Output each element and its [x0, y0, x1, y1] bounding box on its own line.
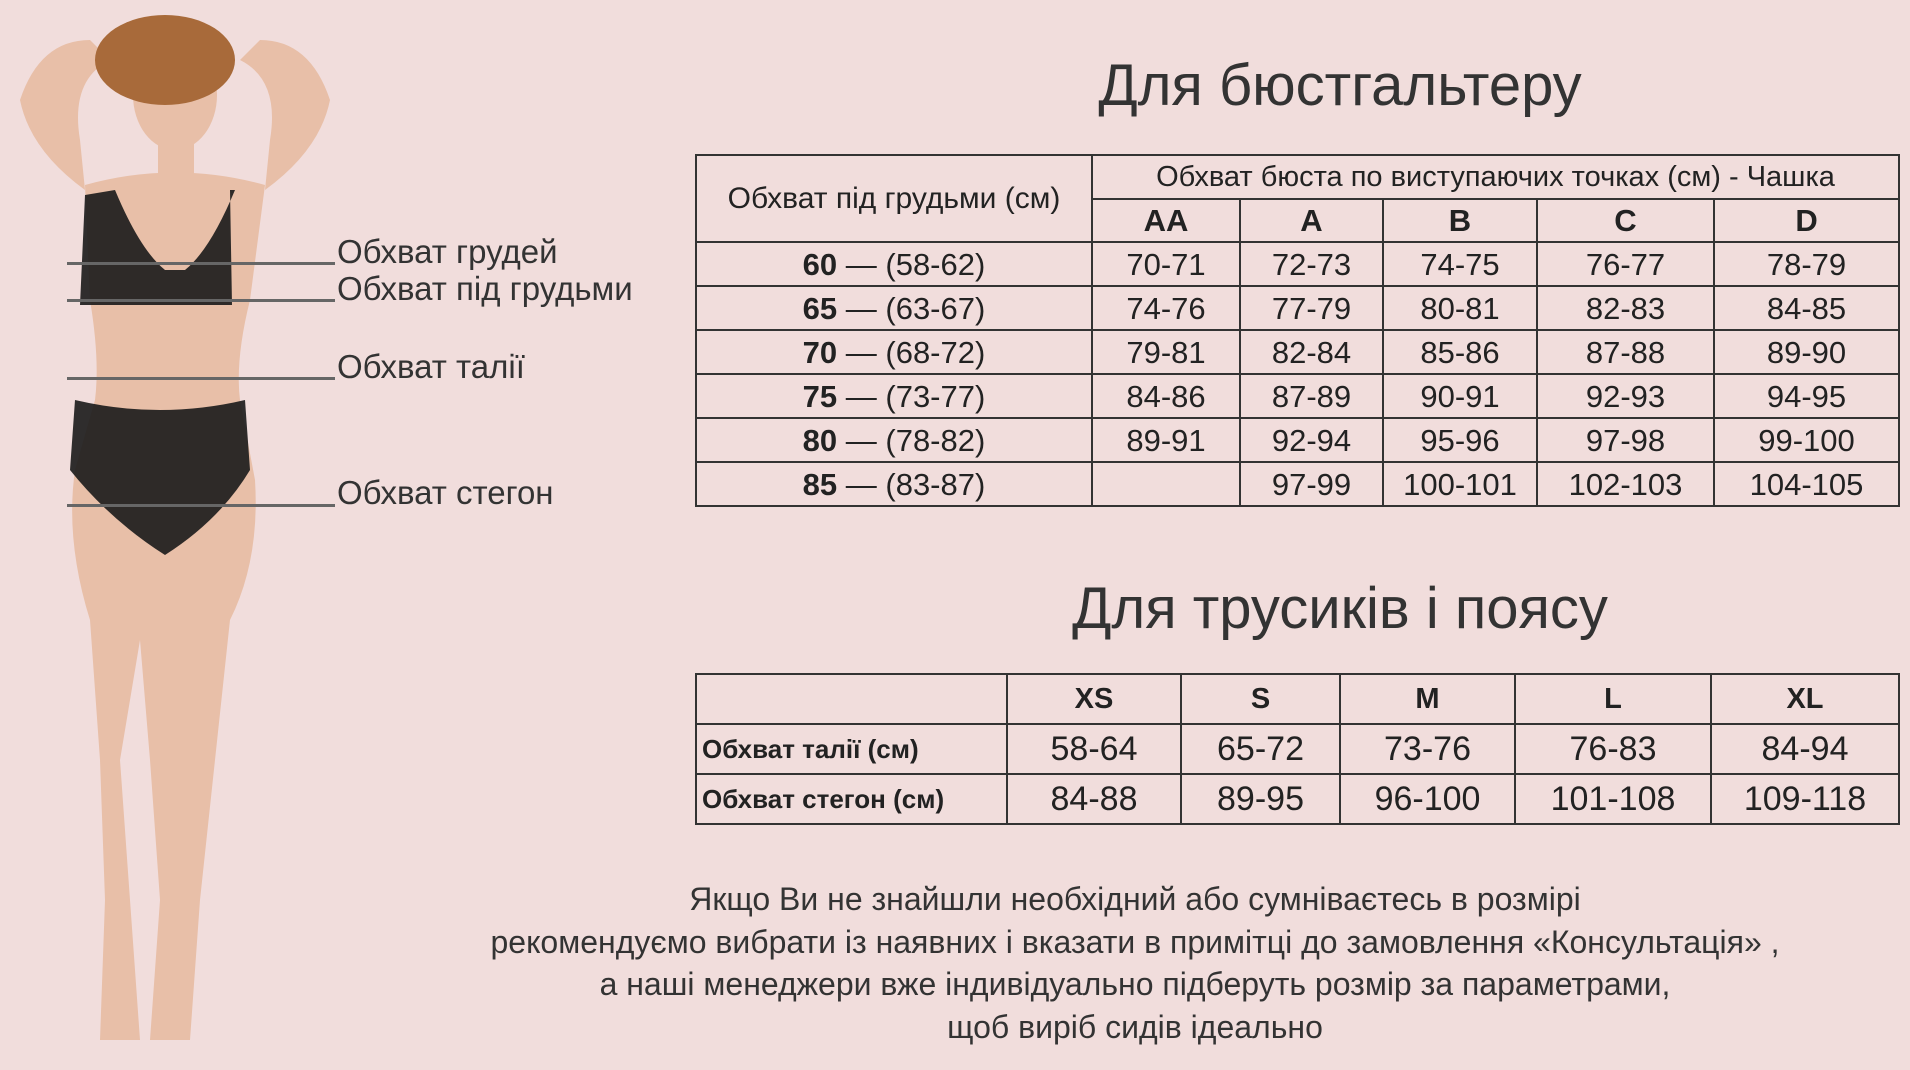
- panties-title: Для трусиків і поясу: [1072, 576, 1608, 641]
- size-value-cell: 89-95: [1181, 774, 1340, 824]
- footer-note: [330, 878, 1910, 1048]
- empty-corner-cell: [696, 674, 1007, 724]
- size-value-cell: 58-64: [1007, 724, 1181, 774]
- band-range: — (73-77): [837, 378, 986, 414]
- cup-header: D: [1714, 199, 1899, 242]
- label-bust: Обхват грудей: [337, 233, 558, 270]
- label-underbust: Обхват під грудьми: [337, 270, 633, 307]
- bust-value-cell: 94-95: [1714, 374, 1899, 418]
- band-range: — (58-62): [837, 246, 986, 282]
- bust-value-cell: 92-94: [1240, 418, 1383, 462]
- bust-value-cell: 90-91: [1383, 374, 1537, 418]
- size-value-cell: 109-118: [1711, 774, 1899, 824]
- bust-value-cell: 82-83: [1537, 286, 1714, 330]
- bust-value-cell: 87-88: [1537, 330, 1714, 374]
- band-range: — (68-72): [837, 334, 986, 370]
- size-value-cell: 65-72: [1181, 724, 1340, 774]
- band-size: 60: [802, 246, 838, 282]
- bust-value-cell: 72-73: [1240, 242, 1383, 286]
- size-value-cell: 73-76: [1340, 724, 1515, 774]
- table-row: [696, 418, 1899, 462]
- bust-value-cell: 80-81: [1383, 286, 1537, 330]
- bust-value-cell: 74-76: [1092, 286, 1240, 330]
- bust-value-cell: 79-81: [1092, 330, 1240, 374]
- table-row: [696, 724, 1899, 774]
- size-value-cell: 84-88: [1007, 774, 1181, 824]
- band-size: 70: [802, 334, 838, 370]
- band-cell: [696, 242, 1092, 286]
- band-size: 80: [802, 422, 838, 458]
- bust-value-cell: 95-96: [1383, 418, 1537, 462]
- bust-value-cell: 76-77: [1537, 242, 1714, 286]
- bust-value-cell: 97-98: [1537, 418, 1714, 462]
- size-value-cell: 76-83: [1515, 724, 1711, 774]
- band-size: 85: [802, 466, 838, 502]
- bust-value-cell: 102-103: [1537, 462, 1714, 506]
- bust-value-cell: 77-79: [1240, 286, 1383, 330]
- band-range: — (83-87): [837, 466, 986, 502]
- size-header: M: [1340, 674, 1515, 724]
- bust-header: Обхват бюста по виступаючих точках (см) - Чашка: [1092, 155, 1899, 199]
- size-header: XL: [1711, 674, 1899, 724]
- table-row: [696, 242, 1899, 286]
- band-size: 75: [802, 378, 838, 414]
- size-header: L: [1515, 674, 1711, 724]
- measure-label: Обхват талії (см): [696, 724, 1007, 774]
- size-value-cell: 84-94: [1711, 724, 1899, 774]
- bust-value-cell: 100-101: [1383, 462, 1537, 506]
- cup-header: B: [1383, 199, 1537, 242]
- bust-value-cell: 74-75: [1383, 242, 1537, 286]
- bust-value-cell: 84-85: [1714, 286, 1899, 330]
- size-value-cell: 101-108: [1515, 774, 1711, 824]
- cup-header: A: [1240, 199, 1383, 242]
- bust-value-cell: 104-105: [1714, 462, 1899, 506]
- bust-line: [67, 262, 335, 265]
- label-waist: Обхват талії: [337, 348, 525, 385]
- table-row: [696, 374, 1899, 418]
- panties-size-table: [695, 673, 1900, 825]
- underbust-header: Обхват під грудьми (см): [696, 155, 1092, 242]
- table-row: [696, 774, 1899, 824]
- table-row: [696, 286, 1899, 330]
- footer-line: рекомендуємо вибрати із наявних і вказати в примітці до замовлення «Консультація» ,: [490, 923, 1780, 960]
- band-range: — (63-67): [837, 290, 986, 326]
- footer-line: а наші менеджери вже індивідуально підберуть розмір за параметрами,: [599, 966, 1671, 1002]
- bust-value-cell: 87-89: [1240, 374, 1383, 418]
- bust-value-cell: [1092, 462, 1240, 506]
- cup-header: C: [1537, 199, 1714, 242]
- band-cell: [696, 330, 1092, 374]
- bust-value-cell: 82-84: [1240, 330, 1383, 374]
- band-cell: [696, 418, 1092, 462]
- waist-line: [67, 377, 335, 380]
- size-value-cell: 96-100: [1340, 774, 1515, 824]
- band-cell: [696, 462, 1092, 506]
- bust-value-cell: 84-86: [1092, 374, 1240, 418]
- band-size: 65: [802, 290, 838, 326]
- band-cell: [696, 374, 1092, 418]
- size-header: XS: [1007, 674, 1181, 724]
- bust-value-cell: 85-86: [1383, 330, 1537, 374]
- band-range: — (78-82): [837, 422, 986, 458]
- bust-value-cell: 78-79: [1714, 242, 1899, 286]
- footer-line: Якщо Ви не знайшли необхідний або сумніваєтесь в розмірі: [689, 881, 1581, 917]
- bra-title: Для бюстгальтеру: [1098, 53, 1582, 118]
- measure-label: Обхват стегон (см): [696, 774, 1007, 824]
- underbust-line: [67, 299, 335, 302]
- label-hips: Обхват стегон: [337, 474, 554, 511]
- bust-value-cell: 89-91: [1092, 418, 1240, 462]
- cup-header: AA: [1092, 199, 1240, 242]
- bust-value-cell: 99-100: [1714, 418, 1899, 462]
- bust-value-cell: 89-90: [1714, 330, 1899, 374]
- bra-size-table: [695, 154, 1900, 507]
- table-row: [696, 462, 1899, 506]
- bust-value-cell: 70-71: [1092, 242, 1240, 286]
- size-header: S: [1181, 674, 1340, 724]
- hips-line: [67, 504, 335, 507]
- table-row: [696, 330, 1899, 374]
- footer-line: щоб виріб сидів ідеально: [947, 1008, 1323, 1045]
- band-cell: [696, 286, 1092, 330]
- bust-value-cell: 97-99: [1240, 462, 1383, 506]
- bust-value-cell: 92-93: [1537, 374, 1714, 418]
